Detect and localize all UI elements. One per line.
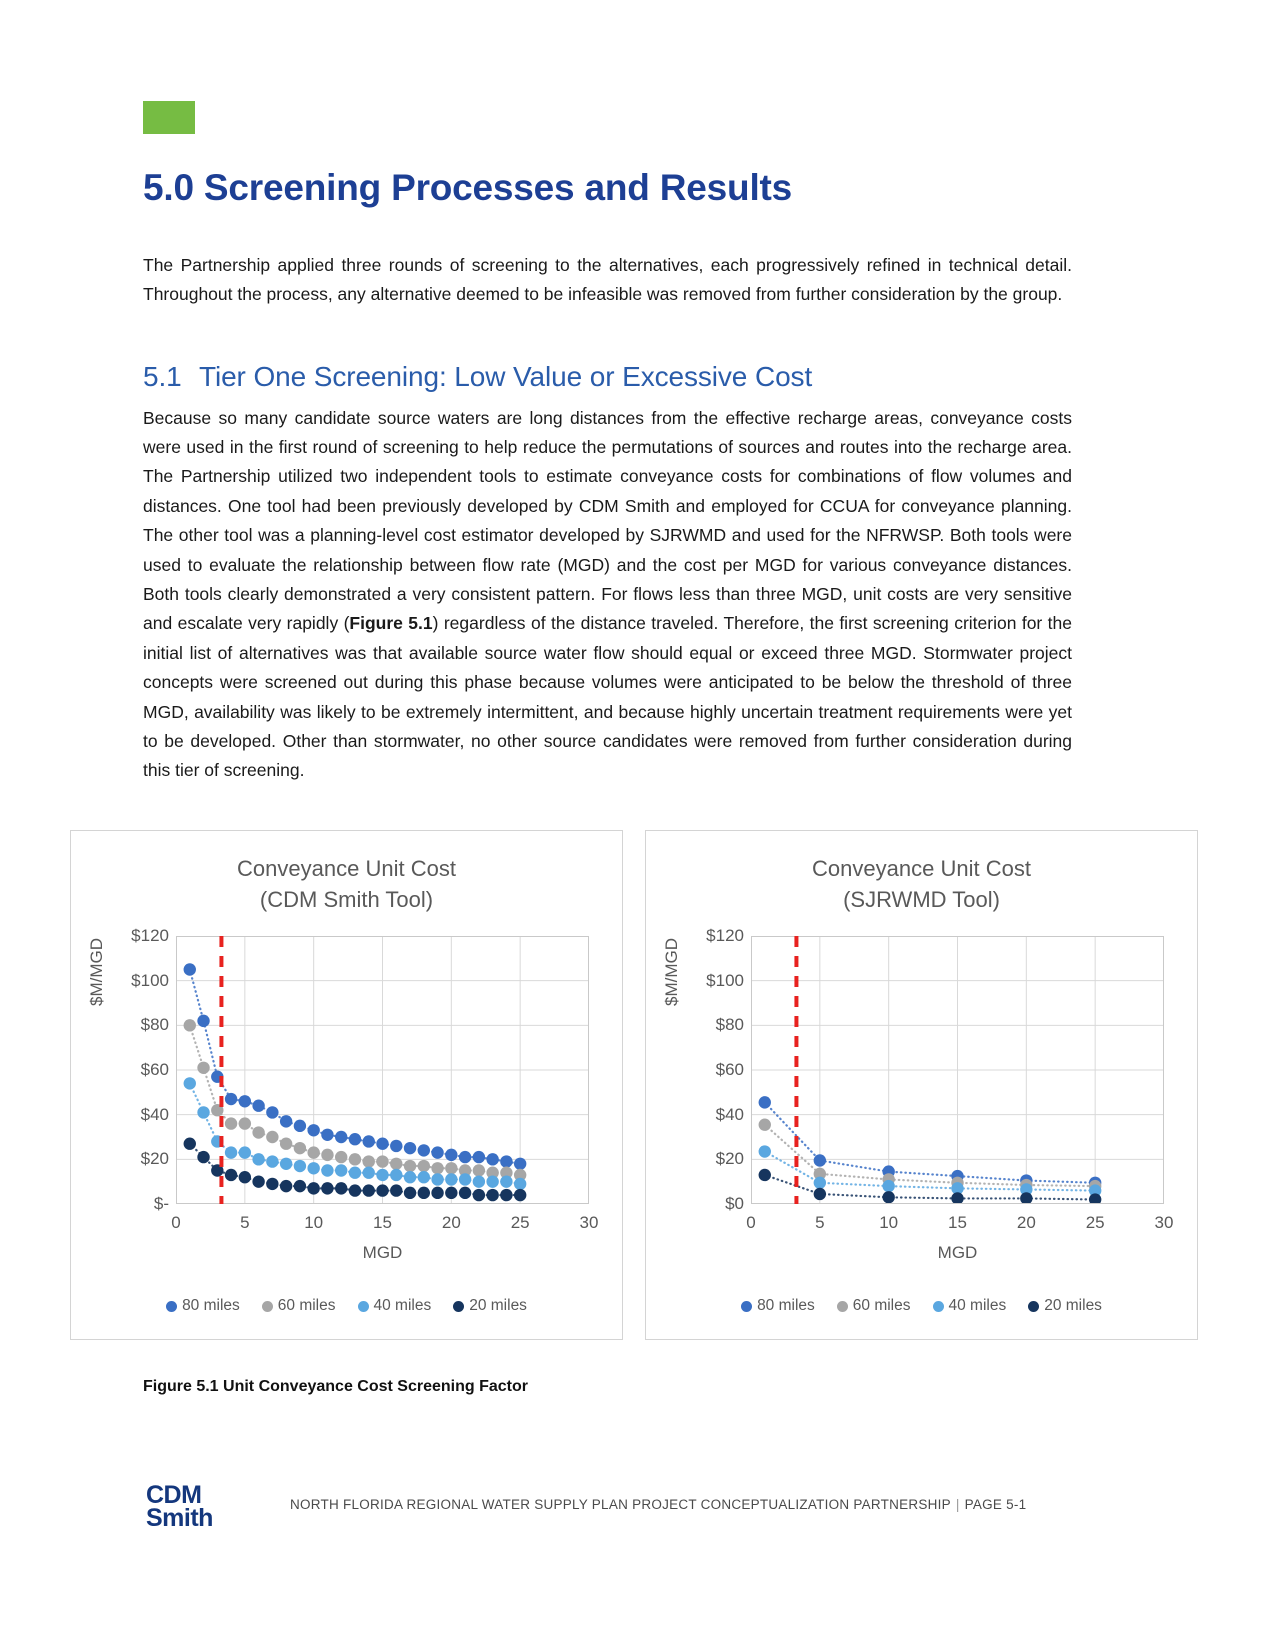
data-point xyxy=(376,1155,388,1167)
y-axis-ticks-left xyxy=(99,926,169,1213)
y-tick-label: $100 xyxy=(706,970,744,990)
data-point xyxy=(431,1187,443,1199)
data-point xyxy=(349,1184,361,1196)
x-tick-label: 30 xyxy=(579,1213,599,1232)
y-tick-label: $20 xyxy=(715,1149,744,1169)
plot-area-cdm-smith xyxy=(176,936,589,1204)
data-point xyxy=(239,1171,251,1183)
legend-item[interactable] xyxy=(166,1297,240,1315)
data-point xyxy=(197,1106,209,1118)
chart-title-line2: (SJRWMD Tool) xyxy=(843,887,1000,912)
chart-title-sjrwmd xyxy=(646,853,1197,915)
data-point xyxy=(197,1151,209,1163)
x-tick-label: 5 xyxy=(815,1213,825,1232)
subsection-number: 5.1 xyxy=(143,361,182,393)
figure-reference: Figure 5.1 xyxy=(349,613,433,634)
data-point xyxy=(759,1119,771,1131)
data-point xyxy=(376,1138,388,1150)
legend-label: 20 miles xyxy=(469,1297,527,1314)
x-tick-label: 30 xyxy=(1154,1213,1174,1232)
data-point xyxy=(252,1153,264,1165)
legend-item[interactable] xyxy=(453,1297,527,1315)
data-point xyxy=(445,1149,457,1161)
x-tick-label: 25 xyxy=(1085,1213,1105,1232)
figure-caption: Figure 5.1 Unit Conveyance Cost Screening Factor xyxy=(143,1378,528,1395)
chart-legend-right xyxy=(646,1297,1197,1315)
body-paragraph-part2: ) regardless of the distance traveled. Therefore, the first screening criterion for the initial list of alternatives was that available source water flow should equal or exceed three MGD. Stormwater project concepts were screened out during this phase because volumes were anticipated to be below the threshold of three MGD, availability was likely to be extremely intermittent, and because highly uncertain treatment requirements were yet to be developed. Other than stormwater, no other source candidates were removed from further consideration during this tier of screening. xyxy=(143,613,1072,781)
data-point xyxy=(814,1177,826,1189)
data-point xyxy=(225,1093,237,1105)
data-point xyxy=(431,1173,443,1185)
subsection-heading xyxy=(143,361,1083,393)
y-tick-label: $40 xyxy=(140,1104,169,1124)
data-point xyxy=(239,1146,251,1158)
legend-label: 40 miles xyxy=(948,1297,1007,1314)
logo-line-smith: Smith xyxy=(146,1504,213,1532)
data-point xyxy=(459,1151,471,1163)
data-point xyxy=(280,1158,292,1170)
data-point xyxy=(376,1184,388,1196)
legend-item[interactable] xyxy=(933,1297,1007,1315)
data-point xyxy=(404,1142,416,1154)
chart-panel-sjrwmd xyxy=(645,830,1198,1340)
data-point xyxy=(473,1151,485,1163)
data-point xyxy=(759,1096,771,1108)
legend-label: 60 miles xyxy=(852,1297,911,1314)
data-point xyxy=(307,1162,319,1174)
footer-separator: | xyxy=(955,1497,960,1512)
page-title: 5.0 Screening Processes and Results xyxy=(143,166,793,208)
data-point xyxy=(486,1153,498,1165)
y-tick-label: $40 xyxy=(715,1104,744,1124)
body-paragraph-part1: Because so many candidate source waters are long distances from the effective recharge areas, conveyance costs were used in the first round of screening to help reduce the permutations of sources and routes into the recharge area. The Partnership utilized two independent tools to estimate conveyance costs for combinations of flow volumes and distances. One tool had been previously developed by CDM Smith and employed for CCUA for conveyance planning. The other tool was a planning-level cost estimator developed by SJRWMD and used for the NFRWSP. Both tools were used to evaluate the relationship between flow rate (MGD) and the cost per MGD for various conveyance distances. Both tools clearly demonstrated a very consistent pattern. For flows less than three MGD, unit costs are very sensitive and escalate very rapidly ( xyxy=(143,407,1072,634)
data-point xyxy=(335,1182,347,1194)
data-point xyxy=(500,1189,512,1201)
data-point xyxy=(335,1164,347,1176)
data-point xyxy=(280,1138,292,1150)
legend-marker-icon xyxy=(741,1301,752,1312)
legend-marker-icon xyxy=(453,1301,464,1312)
chart-panel-cdm-smith xyxy=(70,830,623,1340)
y-tick-label: $120 xyxy=(706,926,744,945)
x-tick-label: 5 xyxy=(240,1213,250,1232)
data-point xyxy=(321,1164,333,1176)
x-axis-ticks-right xyxy=(746,1213,1174,1237)
footer-text xyxy=(290,1497,1026,1512)
data-point xyxy=(349,1167,361,1179)
y-axis-label-left: $M/MGD xyxy=(87,938,106,1006)
data-point xyxy=(1020,1192,1032,1204)
legend-label: 80 miles xyxy=(757,1297,815,1314)
plot-area-sjrwmd xyxy=(751,936,1164,1204)
data-point xyxy=(349,1133,361,1145)
data-point xyxy=(376,1169,388,1181)
legend-label: 20 miles xyxy=(1044,1297,1102,1314)
data-point xyxy=(307,1124,319,1136)
x-tick-label: 0 xyxy=(171,1213,181,1232)
data-point xyxy=(184,1138,196,1150)
data-point xyxy=(473,1164,485,1176)
y-axis-label-right: $M/MGD xyxy=(662,938,681,1006)
x-tick-label: 15 xyxy=(373,1213,392,1232)
y-tick-label: $0 xyxy=(725,1194,744,1213)
data-point xyxy=(814,1188,826,1200)
x-tick-label: 10 xyxy=(879,1213,899,1232)
legend-item[interactable] xyxy=(1028,1297,1102,1315)
x-axis-ticks-left xyxy=(171,1213,599,1237)
data-point xyxy=(349,1153,361,1165)
data-point xyxy=(184,1019,196,1031)
data-point xyxy=(266,1106,278,1118)
data-point xyxy=(280,1180,292,1192)
data-point xyxy=(459,1173,471,1185)
data-point xyxy=(418,1187,430,1199)
data-point xyxy=(473,1189,485,1201)
legend-marker-icon xyxy=(1028,1301,1039,1312)
data-point xyxy=(239,1117,251,1129)
data-point xyxy=(514,1158,526,1170)
data-point xyxy=(514,1178,526,1190)
data-point xyxy=(225,1117,237,1129)
data-point xyxy=(294,1120,306,1132)
data-point xyxy=(390,1184,402,1196)
x-axis-label-left: MGD xyxy=(362,1243,403,1262)
data-point xyxy=(280,1115,292,1127)
data-point xyxy=(431,1146,443,1158)
data-point xyxy=(266,1131,278,1143)
data-point xyxy=(390,1169,402,1181)
chart-title-line1: Conveyance Unit Cost xyxy=(812,856,1031,881)
y-axis-ticks-right xyxy=(674,926,744,1213)
y-tick-label: $80 xyxy=(140,1015,169,1035)
data-point xyxy=(335,1151,347,1163)
data-point xyxy=(266,1178,278,1190)
data-point xyxy=(307,1182,319,1194)
y-tick-label: $20 xyxy=(140,1149,169,1169)
data-point xyxy=(390,1140,402,1152)
data-point xyxy=(363,1155,375,1167)
data-point xyxy=(404,1187,416,1199)
data-point xyxy=(294,1142,306,1154)
data-point xyxy=(197,1015,209,1027)
data-point xyxy=(445,1162,457,1174)
data-point xyxy=(239,1095,251,1107)
data-point xyxy=(390,1158,402,1170)
legend-item[interactable] xyxy=(741,1297,815,1315)
intro-paragraph: The Partnership applied three rounds of screening to the alternatives, each progressively refined in technical detail. Throughout the process, any alternative deemed to be infeasible was removed from further consideration by the group. xyxy=(143,254,1072,304)
data-point xyxy=(951,1192,963,1204)
footer-plan-name: NORTH FLORIDA REGIONAL WATER SUPPLY PLAN PROJECT CONCEPTUALIZATION PARTNERSHIP xyxy=(290,1497,951,1512)
data-point xyxy=(294,1160,306,1172)
data-point xyxy=(225,1169,237,1181)
legend-item[interactable] xyxy=(358,1297,432,1315)
data-point xyxy=(500,1175,512,1187)
data-point xyxy=(445,1173,457,1185)
data-point xyxy=(252,1100,264,1112)
chart-title-line1: Conveyance Unit Cost xyxy=(237,856,456,881)
logo-line-cdm: CDM xyxy=(146,1481,202,1509)
data-point xyxy=(759,1145,771,1157)
data-point xyxy=(759,1169,771,1181)
y-tick-label: $120 xyxy=(131,926,169,945)
data-point xyxy=(184,963,196,975)
x-tick-label: 15 xyxy=(948,1213,967,1232)
data-point xyxy=(335,1131,347,1143)
legend-label: 40 miles xyxy=(373,1297,432,1314)
data-point xyxy=(445,1187,457,1199)
data-point xyxy=(266,1155,278,1167)
chart-legend-left xyxy=(71,1297,622,1315)
data-point xyxy=(882,1191,894,1203)
data-point xyxy=(307,1146,319,1158)
legend-label: 80 miles xyxy=(182,1297,240,1314)
x-tick-label: 0 xyxy=(746,1213,756,1232)
y-tick-label: $- xyxy=(153,1194,169,1213)
data-point xyxy=(418,1160,430,1172)
data-point xyxy=(363,1167,375,1179)
data-point xyxy=(363,1184,375,1196)
x-tick-label: 20 xyxy=(441,1213,461,1232)
y-tick-label: $60 xyxy=(140,1060,169,1079)
accent-green-box xyxy=(143,101,195,134)
data-point xyxy=(404,1160,416,1172)
legend-marker-icon xyxy=(262,1301,273,1312)
data-point xyxy=(418,1171,430,1183)
data-point xyxy=(363,1135,375,1147)
data-point xyxy=(473,1175,485,1187)
y-tick-label: $60 xyxy=(715,1060,744,1079)
legend-marker-icon xyxy=(933,1301,944,1312)
data-point xyxy=(197,1062,209,1074)
data-point xyxy=(500,1155,512,1167)
chart-plot-svg xyxy=(176,936,589,1204)
body-paragraph xyxy=(143,404,1072,786)
data-point xyxy=(184,1077,196,1089)
x-tick-label: 25 xyxy=(510,1213,530,1232)
data-point xyxy=(252,1175,264,1187)
chart-title-line2: (CDM Smith Tool) xyxy=(259,887,434,912)
chart-plot-svg xyxy=(751,936,1164,1204)
legend-marker-icon xyxy=(166,1301,177,1312)
data-point xyxy=(431,1162,443,1174)
chart-title-cdm-smith xyxy=(71,853,622,915)
data-point xyxy=(294,1180,306,1192)
legend-marker-icon xyxy=(358,1301,369,1312)
cdm-smith-logo xyxy=(146,1481,241,1532)
subsection-title: Tier One Screening: Low Value or Excessive Cost xyxy=(199,361,813,393)
figure-5-1 xyxy=(70,830,1205,1340)
legend-item[interactable] xyxy=(262,1297,336,1315)
data-point xyxy=(321,1182,333,1194)
data-point xyxy=(459,1187,471,1199)
y-tick-label: $80 xyxy=(715,1015,744,1035)
data-point xyxy=(225,1146,237,1158)
y-tick-label: $100 xyxy=(131,970,169,990)
legend-item[interactable] xyxy=(837,1297,911,1315)
data-point xyxy=(486,1189,498,1201)
x-axis-label-right: MGD xyxy=(937,1243,978,1262)
x-tick-label: 20 xyxy=(1016,1213,1036,1232)
data-point xyxy=(321,1149,333,1161)
data-point xyxy=(252,1126,264,1138)
data-point xyxy=(486,1175,498,1187)
data-point xyxy=(321,1129,333,1141)
data-point xyxy=(404,1171,416,1183)
legend-marker-icon xyxy=(837,1301,848,1312)
data-point xyxy=(814,1154,826,1166)
footer-page-number: PAGE 5-1 xyxy=(964,1497,1027,1512)
x-tick-label: 10 xyxy=(304,1213,324,1232)
data-point xyxy=(882,1180,894,1192)
data-point xyxy=(418,1144,430,1156)
data-point xyxy=(514,1189,526,1201)
legend-label: 60 miles xyxy=(277,1297,336,1314)
